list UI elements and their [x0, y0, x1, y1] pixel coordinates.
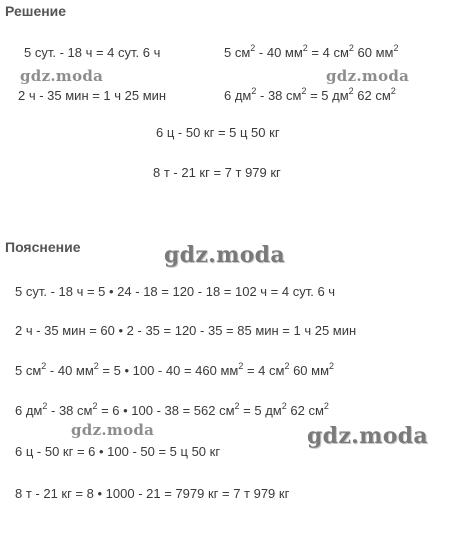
watermark: gdz.moda [307, 423, 428, 449]
solution-line-4: 6 $дм^2 - 38$ $см^2 = 5$ $дм^2$ 62 $см^2$ [224, 86, 396, 103]
solution-line-3: 2 ч - 35 мин = 1 ч 25 мин [18, 88, 167, 103]
explanation-line-5: 6 ц - 50 кг = 6 • 100 - 50 = 5 ц 50 кг [15, 444, 221, 459]
explanation-line-4: 6 $дм^2 - 38$ $см^2 = 6$ • 100 - 38 = 562 $см^2 = 5$ $дм^2$ 62 $см^2$ [15, 401, 329, 418]
solution-heading: Решение [5, 3, 67, 19]
solution-line-2: 5 $см^2 - 40$ $мм^2 = 4$ $см^2$ 60 $мм^2$ [224, 43, 399, 60]
solution-line-6: 8 т - 21 кг = 7 т 979 кг [153, 165, 281, 180]
watermark: gdz.moda [164, 242, 285, 268]
explanation-line-6: 8 т - 21 кг = 8 • 1000 - 21 = 7979 кг = 7 т 979 кг [15, 486, 290, 501]
watermark: gdz.moda [326, 67, 410, 85]
explanation-line-3: 5 $см^2 - 40$ $мм^2 = 5$ • 100 - 40 = 460 $мм^2 = 4$ $см^2$ 60 $мм^2$ [15, 361, 335, 378]
solution-line-5: 6 ц - 50 кг = 5 ц 50 кг [156, 125, 280, 140]
solution-line-1: 5 сут. - 18 ч = 4 сут. 6 ч [24, 45, 161, 60]
explanation-heading: Пояснение [5, 239, 81, 255]
watermark: gdz.moda [20, 67, 104, 85]
watermark: gdz.moda [71, 421, 155, 439]
explanation-line-2: 2 ч - 35 мин = 60 • 2 - 35 = 120 - 35 = 85 мин = 1 ч 25 мин [15, 323, 357, 338]
explanation-line-1: 5 сут. - 18 ч = 5 • 24 - 18 = 120 - 18 = 102 ч = 4 сут. 6 ч [15, 284, 336, 299]
